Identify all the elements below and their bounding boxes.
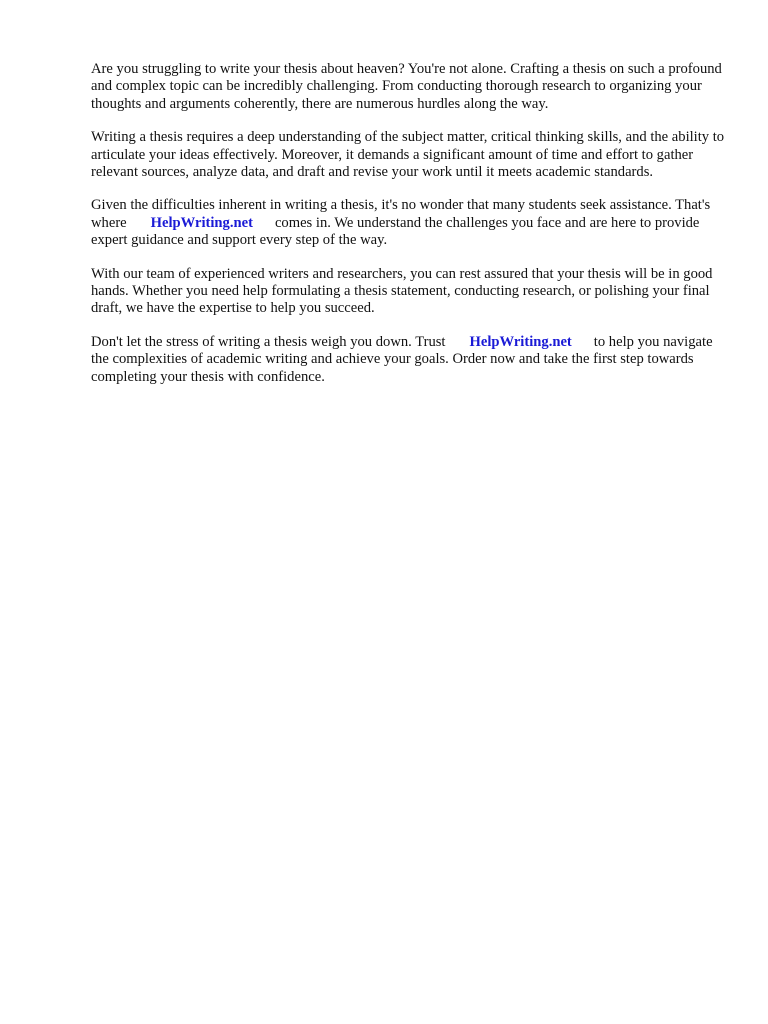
helpwriting-link[interactable]: HelpWriting.net xyxy=(150,214,253,231)
paragraph-cta-after: to help you navigate the complexities of academic writing and achieve your goals. Order now and take the first step towards completing your thesis with confidence. xyxy=(91,333,713,385)
paragraph-call-to-action xyxy=(91,334,731,386)
paragraph-requirements: Writing a thesis requires a deep understanding of the subject matter, critical thinking skills, and the ability to articulate your ideas effectively. Moreover, it demands a significant amount of time and effort to gather relevant sources, analyze data, and draft and revise your work until it meets academic standards. xyxy=(91,129,725,181)
paragraph-intro: Are you struggling to write your thesis about heaven? You're not alone. Crafting a thesis on such a profound and complex topic can be incredibly challenging. From conducting thorough research to organizing your thoughts and arguments coherently, there are numerous hurdles along the way. xyxy=(91,61,722,112)
paragraph-assistance-after: comes in. We understand the challenges you face and are here to provide expert guidance and support every step of the way. xyxy=(91,214,700,249)
document-body xyxy=(91,61,731,402)
paragraph-assistance xyxy=(91,197,731,249)
helpwriting-link-trust[interactable]: HelpWriting.net xyxy=(469,333,572,350)
paragraph-cta-before: Don't let the stress of writing a thesis weigh you down. Trust xyxy=(91,333,446,350)
paragraph-assistance-before: Given the difficulties inherent in writing a thesis, it's no wonder that many students seek assistance. That's where xyxy=(91,197,711,231)
paragraph-team: With our team of experienced writers and researchers, you can rest assured that your thesis will be in good hands. Whether you need help formulating a thesis statement, conducting research, or polishing your final draft, we have the expertise to help you succeed. xyxy=(91,265,713,317)
